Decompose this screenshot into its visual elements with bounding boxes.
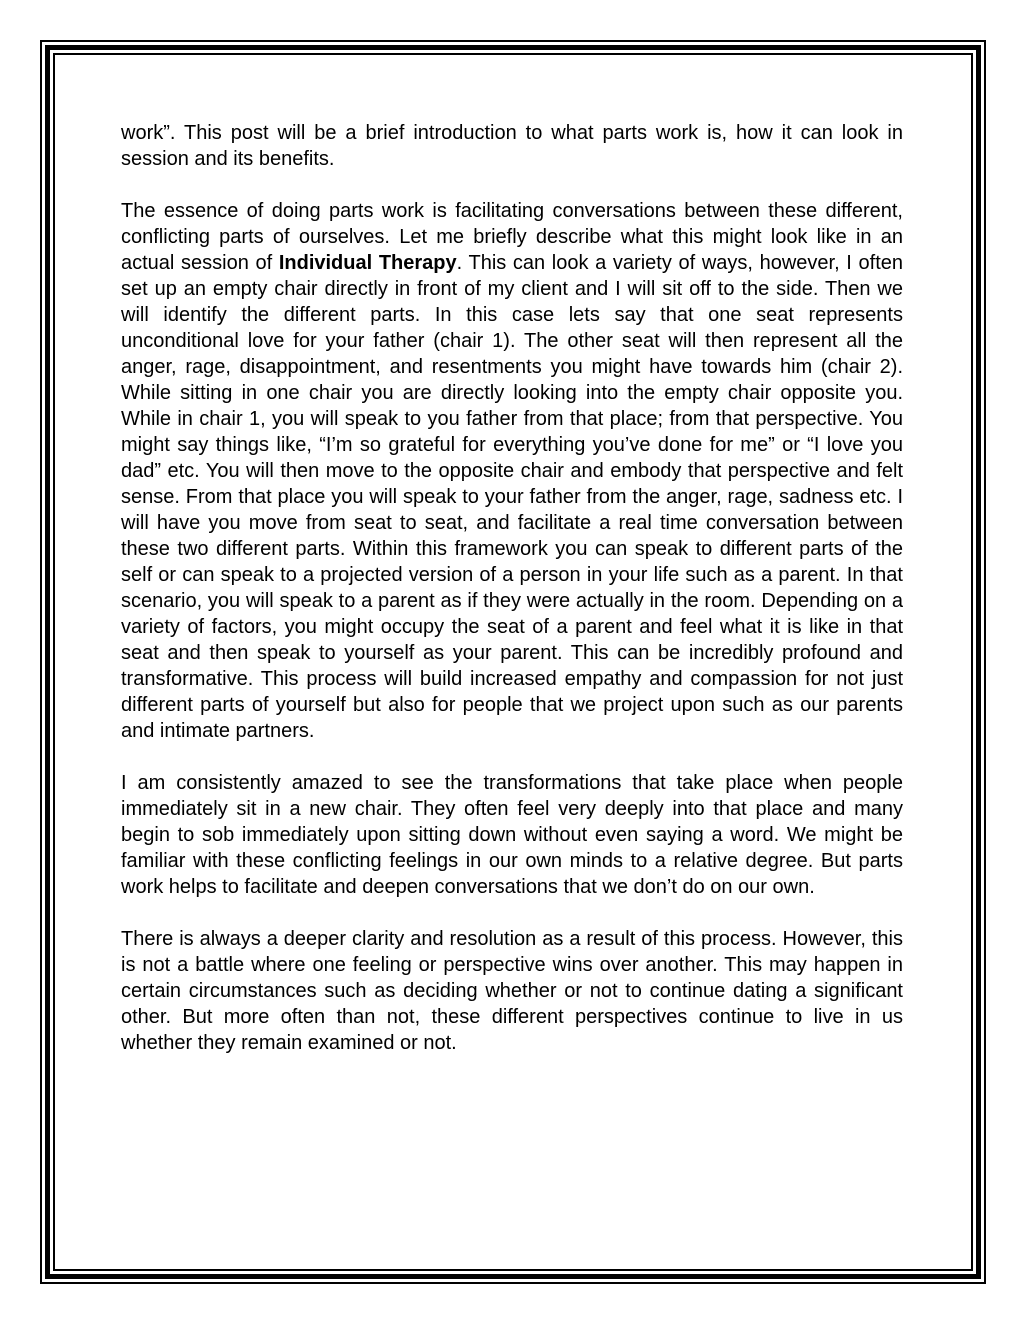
paragraph-intro: work”. This post will be a brief introduction to what parts work is, how it can look in session and its benefits. <box>121 122 903 170</box>
paragraph-clarity: There is always a deeper clarity and resolution as a result of this process. However, this is not a battle where one feeling or perspective wins over another. This may happen in certain circumstances such as deciding whether or not to continue dating a significant other. But more often than not, these different perspectives continue to live in us whether they remain examined or not. <box>121 928 903 1054</box>
document-body <box>121 120 903 1082</box>
individual-therapy-term: Individual Therapy <box>278 252 457 274</box>
paragraph-text: . This can look a variety of ways, however, I often set up an empty chair directly in front of my client and I will sit off to the side. Then we will identify the different parts. In this case lets say that one seat represents unconditional love for your father (chair 1). The other seat will then represent all the anger, rage, disappointment, and resentments you might have towards him (chair 2). While sitting in one chair you are directly looking into the empty chair opposite you. While in chair 1, you will speak to you father from that place; from that perspective. You might say things like, “I’m so grateful for everything you’ve done for me” or “I love you dad” etc. You will then move to the opposite chair and embody that perspective and felt sense. From that place you will speak to your father from the anger, rage, sadness etc. I will have you move from seat to seat, and facilitate a real time conversation between these two different parts. Within this framework you can speak to different parts of the self or can speak to a projected version of a person in your life such as a parent. In that scenario, you will speak to a parent as if they were actually in the room. Depending on a variety of factors, you might occupy the seat of a parent and feel what it is like in that seat and then speak to yourself as your parent. This can be incredibly profound and transformative. This process will build increased empathy and compassion for not just different parts of yourself but also for people that we project upon such as our parents and intimate partners. <box>121 252 903 742</box>
paragraph-session-description <box>121 198 903 744</box>
paragraph-text: The essence of doing parts work is facilitating conversations between these different, conflicting parts of ourselves. Let me briefly describe what this might look like in an actual session of <box>121 200 903 274</box>
paragraph-transformations: I am consistently amazed to see the transformations that take place when people immediately sit in a new chair. They often feel very deeply into that place and many begin to sob immediately upon sitting down without even saying a word. We might be familiar with these conflicting feelings in our own minds to a relative degree. But parts work helps to facilitate and deepen conversations that we don’t do on our own. <box>121 772 903 898</box>
